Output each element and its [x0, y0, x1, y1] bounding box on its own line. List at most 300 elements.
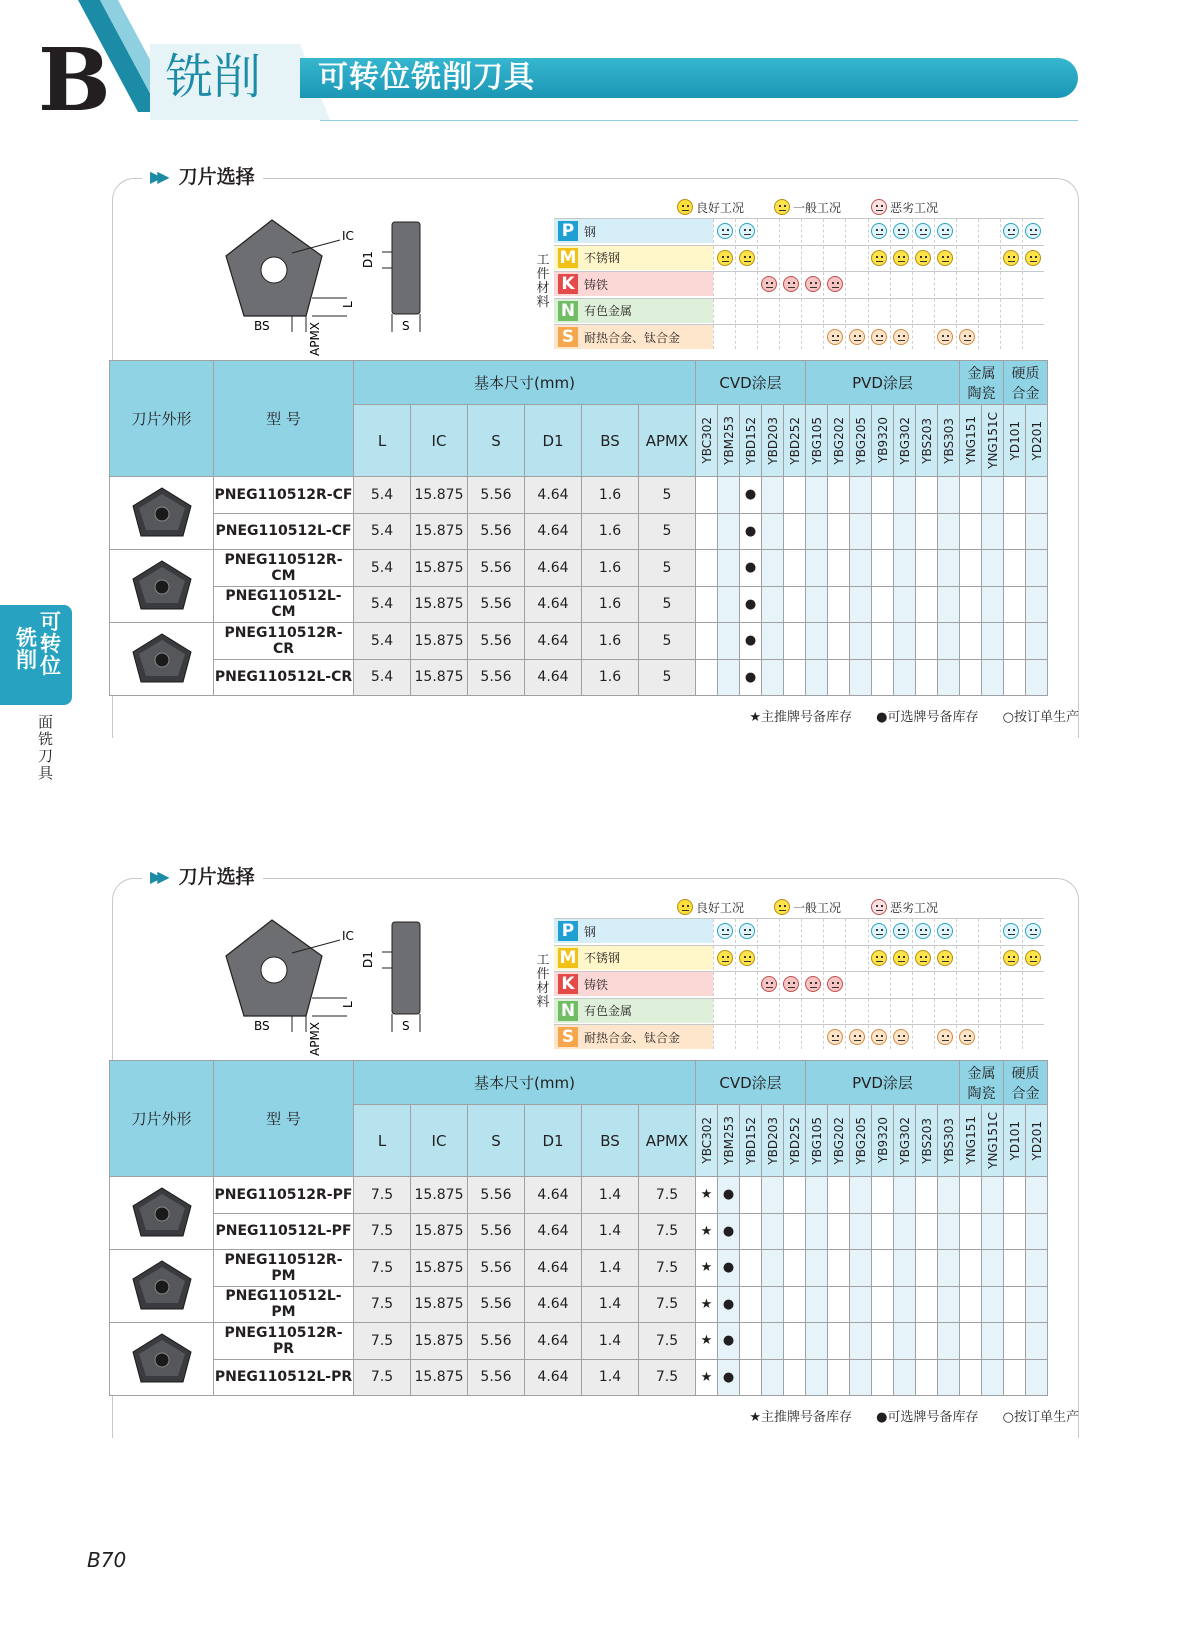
condition-cell	[978, 272, 1000, 296]
condition-cell	[757, 325, 779, 349]
bad-face-icon	[937, 950, 953, 966]
header-basic-dims: 基本尺寸(mm)	[354, 361, 696, 405]
insert-selection-section	[112, 866, 1079, 1438]
condition-cell	[735, 999, 757, 1023]
legend-dot: ●可选牌号备库存	[876, 1410, 979, 1425]
label-apmx: APMX	[308, 321, 322, 356]
grade-cell	[850, 477, 872, 514]
legend-circle: ○按订单生产	[1002, 710, 1079, 725]
good-face-icon	[1003, 223, 1019, 239]
condition-cell	[934, 919, 956, 943]
grade-cell	[872, 1177, 894, 1214]
condition-cell	[757, 272, 779, 296]
condition-cell	[890, 272, 912, 296]
grade-cell	[1026, 659, 1048, 696]
grade-cell	[850, 659, 872, 696]
good-face-icon	[827, 276, 843, 292]
condition-cell	[845, 272, 867, 296]
dim-cell: 5.56	[468, 1250, 525, 1287]
grade-cell	[938, 1323, 960, 1360]
grade-header	[762, 1105, 784, 1177]
condition-cell	[934, 946, 956, 970]
grade-name: YBS303	[941, 417, 956, 464]
legend-star: ★主推牌号备库存	[749, 1410, 853, 1425]
grade-name: YNG151C	[985, 412, 1000, 469]
side-tab-line1: 可转位	[40, 610, 61, 678]
grade-cell	[696, 586, 718, 623]
grade-cell: ●	[718, 1213, 740, 1250]
grade-cell	[828, 1286, 850, 1323]
grade-header	[982, 405, 1004, 477]
condition-cell	[845, 325, 867, 349]
grade-cell	[1004, 1250, 1026, 1287]
dim-cell: 15.875	[411, 1286, 468, 1323]
grade-cell	[696, 550, 718, 587]
grade-cell: ★	[696, 1323, 718, 1360]
condition-cell	[845, 1025, 867, 1049]
grade-cell: ●	[718, 1286, 740, 1323]
condition-cell	[735, 325, 757, 349]
insert-dimension-diagram	[222, 908, 472, 1058]
condition-cell	[1000, 946, 1022, 970]
grade-cell	[916, 659, 938, 696]
grade-cell	[850, 513, 872, 550]
material-row	[554, 945, 1044, 970]
grade-cell	[1026, 1213, 1048, 1250]
grade-name: YNG151	[963, 1116, 978, 1165]
condition-cell	[868, 325, 890, 349]
grade-name: YBM253	[721, 1116, 736, 1165]
condition-cell	[890, 919, 912, 943]
grade-cell	[894, 1177, 916, 1214]
dim-header: D1	[525, 1105, 582, 1177]
grade-name: YBG202	[831, 1116, 846, 1165]
grade-name: YD101	[1007, 420, 1022, 461]
grade-cell	[828, 513, 850, 550]
condition-cell	[1022, 219, 1044, 243]
grade-cell	[850, 1323, 872, 1360]
grade-header	[696, 1105, 718, 1177]
grade-header	[1026, 405, 1048, 477]
insert-photo	[127, 630, 197, 688]
grade-cell	[806, 477, 828, 514]
condition-cell	[823, 246, 845, 270]
dim-cell: 1.4	[582, 1213, 639, 1250]
bad-face-icon	[783, 276, 799, 292]
condition-cell	[1000, 1025, 1022, 1049]
grade-cell	[894, 623, 916, 660]
header-shape: 刀片外形	[110, 361, 214, 477]
condition-cell	[713, 999, 735, 1023]
condition-cell	[1000, 219, 1022, 243]
grade-cell	[916, 513, 938, 550]
material-row	[554, 271, 1044, 296]
condition-cell	[890, 246, 912, 270]
dim-cell: 1.4	[582, 1286, 639, 1323]
dim-cell: 5.4	[354, 623, 411, 660]
dim-cell: 5	[639, 623, 696, 660]
grade-cell	[718, 623, 740, 660]
grade-cell	[960, 623, 982, 660]
dim-cell: 5.4	[354, 586, 411, 623]
bad-face-icon	[959, 329, 975, 345]
dim-header: BS	[582, 405, 639, 477]
condition-cell	[912, 972, 934, 996]
material-row	[554, 245, 1044, 270]
grade-cell	[894, 550, 916, 587]
condition-cell	[978, 972, 1000, 996]
condition-cell	[1022, 919, 1044, 943]
dim-cell: 15.875	[411, 477, 468, 514]
grade-cell	[894, 659, 916, 696]
dim-cell: 1.4	[582, 1250, 639, 1287]
grade-cell	[762, 623, 784, 660]
grade-cell	[916, 1250, 938, 1287]
normal-face-icon	[774, 199, 790, 215]
condition-cell	[735, 946, 757, 970]
label-l: L	[341, 1001, 355, 1008]
bad-face-icon	[871, 199, 887, 215]
dim-header: BS	[582, 1105, 639, 1177]
condition-cell	[1022, 946, 1044, 970]
condition-cell	[912, 219, 934, 243]
condition-cell	[934, 272, 956, 296]
label-l: L	[341, 301, 355, 308]
good-face-icon	[1003, 950, 1019, 966]
label-d1: D1	[361, 951, 375, 968]
grade-cell	[938, 477, 960, 514]
grade-name: YBG202	[831, 416, 846, 465]
table-row	[110, 586, 1048, 623]
model-cell: PNEG110512R-CR	[214, 623, 354, 660]
dim-cell: 5.56	[468, 477, 525, 514]
condition-cell	[934, 219, 956, 243]
condition-cell	[801, 219, 823, 243]
normal-face-icon	[937, 1029, 953, 1045]
dim-header: L	[354, 1105, 411, 1177]
grade-cell	[982, 513, 1004, 550]
condition-cell	[713, 246, 735, 270]
condition-cell	[1022, 972, 1044, 996]
model-cell: PNEG110512R-CF	[214, 477, 354, 514]
model-cell: PNEG110512L-PF	[214, 1213, 354, 1250]
condition-cell	[912, 246, 934, 270]
dim-cell: 7.5	[354, 1213, 411, 1250]
condition-cell	[978, 1025, 1000, 1049]
grade-cell	[872, 1286, 894, 1323]
label-bs: BS	[254, 319, 270, 333]
grade-cell	[916, 550, 938, 587]
material-name-cell	[554, 919, 713, 943]
condition-cell	[801, 1025, 823, 1049]
condition-cell	[801, 272, 823, 296]
condition-cell	[713, 946, 735, 970]
material-matrix	[534, 918, 1046, 1052]
condition-cell	[735, 972, 757, 996]
dim-cell: 5.56	[468, 586, 525, 623]
good-face-icon	[827, 976, 843, 992]
grade-name: YBD152	[743, 1116, 758, 1165]
stock-legend	[749, 706, 1079, 725]
condition-cell	[890, 1025, 912, 1049]
grade-name: YBS303	[941, 1117, 956, 1164]
grade-name: YBD252	[787, 416, 802, 465]
table-row	[110, 477, 1048, 514]
grade-cell	[1026, 513, 1048, 550]
header-model: 型 号	[214, 361, 354, 477]
grade-name: YBC302	[699, 417, 714, 464]
grade-cell	[828, 1250, 850, 1287]
dim-cell: 7.5	[354, 1323, 411, 1360]
table-row	[110, 550, 1048, 587]
grade-cell	[828, 1359, 850, 1396]
condition-cell	[845, 299, 867, 323]
condition-cell	[1022, 1025, 1044, 1049]
condition-cell	[845, 246, 867, 270]
dim-cell: 15.875	[411, 1323, 468, 1360]
good-face-icon	[1003, 923, 1019, 939]
condition-cell	[956, 272, 978, 296]
material-axis-label: 工件材料	[536, 953, 550, 1010]
grade-cell	[850, 1177, 872, 1214]
grade-cell	[894, 586, 916, 623]
side-tab-line2: 铣削	[16, 626, 37, 672]
material-name: 铸铁	[584, 277, 609, 292]
grade-cell: ●	[740, 586, 762, 623]
condition-cell	[735, 272, 757, 296]
grade-cell	[1026, 550, 1048, 587]
condition-cell	[779, 919, 801, 943]
condition-cell	[757, 299, 779, 323]
condition-cell	[912, 325, 934, 349]
condition-cell	[912, 299, 934, 323]
grade-cell: ●	[740, 659, 762, 696]
condition-cell	[1022, 299, 1044, 323]
normal-face-icon	[871, 950, 887, 966]
grade-header	[872, 405, 894, 477]
table-row	[110, 1177, 1048, 1214]
grade-cell	[916, 1177, 938, 1214]
material-code-badge: K	[558, 274, 578, 294]
bad-face-icon	[761, 976, 777, 992]
condition-cell	[779, 219, 801, 243]
grade-header	[872, 1105, 894, 1177]
condition-cell	[978, 246, 1000, 270]
insert-image-cell	[110, 477, 214, 550]
bad-face-icon	[937, 223, 953, 239]
grade-name: YBG205	[853, 1116, 868, 1165]
grade-cell: ●	[740, 513, 762, 550]
dim-cell: 5.4	[354, 659, 411, 696]
bad-face-icon	[783, 976, 799, 992]
normal-face-icon	[739, 923, 755, 939]
dim-cell: 1.4	[582, 1323, 639, 1360]
grade-cell	[762, 550, 784, 587]
grade-name: YBS203	[919, 417, 934, 464]
condition-cell	[845, 946, 867, 970]
grade-cell	[894, 1213, 916, 1250]
double-arrow-icon: ▶▶	[150, 167, 165, 186]
dim-cell: 1.6	[582, 623, 639, 660]
condition-cell	[868, 246, 890, 270]
grade-cell	[872, 477, 894, 514]
page-number: B70	[87, 1548, 127, 1572]
grade-cell	[960, 659, 982, 696]
dim-cell: 1.6	[582, 586, 639, 623]
condition-cell	[801, 325, 823, 349]
grade-cell	[1026, 477, 1048, 514]
grade-name: YBS203	[919, 1117, 934, 1164]
bad-face-icon	[937, 923, 953, 939]
grade-cell	[872, 659, 894, 696]
dim-cell: 5	[639, 513, 696, 550]
dim-header: L	[354, 405, 411, 477]
grade-cell: ★	[696, 1177, 718, 1214]
grade-name: YBD152	[743, 416, 758, 465]
material-code-badge: S	[558, 1027, 578, 1047]
grade-cell	[784, 586, 806, 623]
dim-cell: 5	[639, 586, 696, 623]
condition-cell	[845, 219, 867, 243]
grade-cell	[850, 550, 872, 587]
table-row	[110, 659, 1048, 696]
good-face-icon	[1025, 923, 1041, 939]
header-pvd: PVD涂层	[806, 1061, 960, 1105]
dim-cell: 1.4	[582, 1359, 639, 1396]
grade-cell	[938, 513, 960, 550]
grade-cell	[872, 1323, 894, 1360]
condition-cell	[1000, 246, 1022, 270]
grade-cell	[1026, 1359, 1048, 1396]
condition-cell	[1000, 999, 1022, 1023]
condition-cell	[978, 325, 1000, 349]
grade-cell	[1004, 659, 1026, 696]
normal-face-icon	[893, 923, 909, 939]
good-face-icon	[1025, 250, 1041, 266]
condition-cell	[956, 946, 978, 970]
condition-cell	[956, 1025, 978, 1049]
condition-cell	[735, 219, 757, 243]
grade-name: YBD203	[765, 1116, 780, 1165]
header-basic-dims: 基本尺寸(mm)	[354, 1061, 696, 1105]
legend-dot: ●可选牌号备库存	[876, 710, 979, 725]
grade-name: YBG302	[897, 1116, 912, 1165]
dim-cell: 5.4	[354, 477, 411, 514]
table-row	[110, 1250, 1048, 1287]
dim-cell: 1.6	[582, 477, 639, 514]
grade-header	[894, 1105, 916, 1177]
grade-cell	[960, 1286, 982, 1323]
grade-cell	[1004, 586, 1026, 623]
model-cell: PNEG110512R-PM	[214, 1250, 354, 1287]
grade-header	[784, 405, 806, 477]
condition-cell	[823, 946, 845, 970]
grade-header	[740, 405, 762, 477]
condition-cell	[978, 999, 1000, 1023]
condition-cell	[868, 919, 890, 943]
bad-face-icon	[959, 1029, 975, 1045]
model-cell: PNEG110512L-CR	[214, 659, 354, 696]
grade-header	[740, 1105, 762, 1177]
grade-cell	[938, 1359, 960, 1396]
material-name-cell	[554, 1025, 713, 1049]
spec-table	[109, 1060, 1048, 1396]
side-tab[interactable]	[0, 605, 72, 705]
header-carbide: 硬质合金	[1004, 361, 1048, 405]
legend-circle: ○按订单生产	[1002, 1410, 1079, 1425]
condition-cell	[912, 919, 934, 943]
model-cell: PNEG110512R-CM	[214, 550, 354, 587]
grade-cell	[1004, 623, 1026, 660]
condition-cell	[912, 946, 934, 970]
normal-face-icon	[717, 950, 733, 966]
grade-cell	[938, 550, 960, 587]
model-cell: PNEG110512L-PM	[214, 1286, 354, 1323]
insert-photo	[127, 1184, 197, 1242]
grade-header	[916, 405, 938, 477]
grade-cell	[718, 659, 740, 696]
normal-face-icon	[871, 223, 887, 239]
grade-cell	[718, 513, 740, 550]
grade-name: YBG302	[897, 416, 912, 465]
condition-cell	[735, 246, 757, 270]
grade-cell	[784, 1250, 806, 1287]
good-face-icon	[1025, 223, 1041, 239]
grade-cell	[872, 586, 894, 623]
condition-cell	[956, 299, 978, 323]
grade-cell	[806, 1213, 828, 1250]
grade-name: YBG205	[853, 416, 868, 465]
dim-cell: 1.6	[582, 659, 639, 696]
condition-cell	[823, 325, 845, 349]
grade-cell	[982, 1359, 1004, 1396]
condition-cell	[890, 946, 912, 970]
condition-cell	[713, 325, 735, 349]
grade-name: YD201	[1029, 420, 1044, 461]
dim-header: APMX	[639, 405, 696, 477]
grade-name: YBD252	[787, 1116, 802, 1165]
label-s: S	[402, 319, 410, 333]
grade-cell	[828, 1213, 850, 1250]
grade-cell	[762, 1250, 784, 1287]
condition-cell	[934, 325, 956, 349]
grade-cell	[894, 1250, 916, 1287]
condition-cell	[1000, 325, 1022, 349]
grade-cell: ●	[740, 623, 762, 660]
condition-cell	[779, 272, 801, 296]
dim-cell: 15.875	[411, 659, 468, 696]
insert-image-cell	[110, 1250, 214, 1323]
grade-cell	[982, 1250, 1004, 1287]
normal-face-icon	[849, 1029, 865, 1045]
grade-cell	[806, 623, 828, 660]
grade-cell: ●	[740, 550, 762, 587]
grade-header	[696, 405, 718, 477]
grade-cell	[960, 1213, 982, 1250]
grade-cell	[718, 550, 740, 587]
grade-cell	[828, 586, 850, 623]
condition-cell	[779, 325, 801, 349]
grade-cell	[982, 659, 1004, 696]
material-name: 耐热合金、钛合金	[584, 1030, 681, 1045]
condition-cell	[801, 946, 823, 970]
grade-cell	[762, 1213, 784, 1250]
grade-header	[1026, 1105, 1048, 1177]
grade-cell: ●	[718, 1323, 740, 1360]
condition-cell	[823, 999, 845, 1023]
grade-cell	[762, 477, 784, 514]
grade-cell	[982, 550, 1004, 587]
